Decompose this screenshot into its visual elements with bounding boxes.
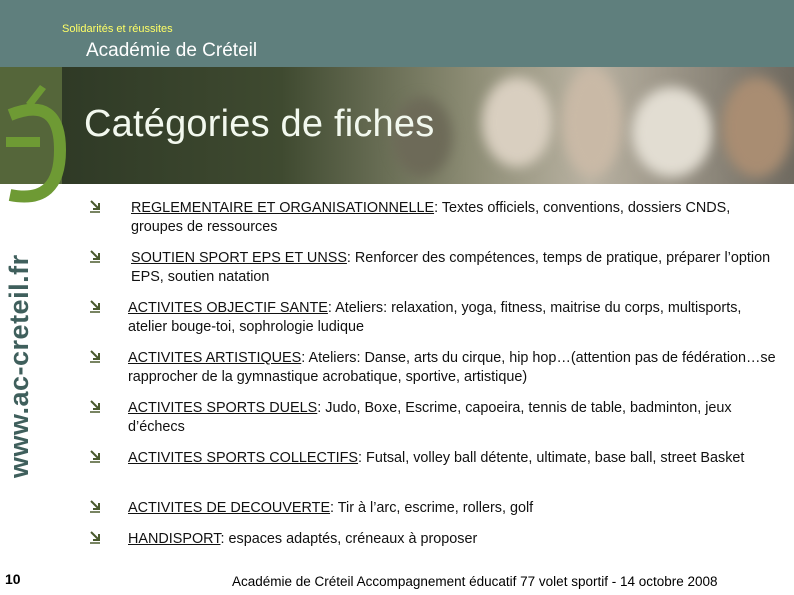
header-academy-title: Académie de Créteil: [86, 40, 258, 61]
arrow-bullet-icon: [88, 400, 102, 414]
arrow-bullet-icon: [88, 200, 102, 214]
list-item-reglementaire: REGLEMENTAIRE ET ORGANISATIONNELLE: Textes officiels, conventions, dossiers CNDS, groupes de ressources: [131, 200, 731, 235]
arrow-bullet-icon: [88, 300, 102, 314]
header-tagline: Solidarités et réussites: [62, 23, 173, 35]
arrow-bullet-icon: [88, 450, 102, 464]
footer-text: Académie de Créteil Accompagnement éducatif 77 volet sportif - 14 octobre 2008: [232, 574, 718, 589]
list-item-sante: ACTIVITES OBJECTIF SANTE: Ateliers: relaxation, yoga, fitness, maitrise du corps, multisports, atelier bouge-toi, sophrologie ludique: [128, 300, 742, 335]
list-item-duels: ACTIVITES SPORTS DUELS: Judo, Boxe, Escrime, capoeira, tennis de table, badminton, jeux d’échecs: [128, 400, 732, 435]
arrow-bullet-icon: [88, 250, 102, 264]
e-logo-icon: [0, 85, 70, 215]
arrow-bullet-icon: [88, 350, 102, 364]
arrow-bullet-icon: [88, 500, 102, 514]
site-url-vertical: www.ac-creteil.fr: [4, 254, 34, 478]
list-item-collectifs: ACTIVITES SPORTS COLLECTIFS: Futsal, volley ball détente, ultimate, base ball, street Basket: [128, 450, 745, 466]
list-item-handisport: HANDISPORT: espaces adaptés, créneaux à proposer: [128, 531, 478, 547]
page-number: 10: [5, 571, 21, 587]
list-item-soutien: SOUTIEN SPORT EPS ET UNSS: Renforcer des compétences, temps de pratique, préparer l’option EPS, soutien natation: [131, 250, 771, 285]
slide-title: Catégories de fiches: [84, 103, 435, 145]
list-item-artistiques: ACTIVITES ARTISTIQUES: Ateliers: Danse, arts du cirque, hip hop…(attention pas de fédération…se rapprocher de la gymnastique acrobatique, sportive, artistique): [128, 350, 776, 385]
list-item-decouverte: ACTIVITES DE DECOUVERTE: Tir à l’arc, escrime, rollers, golf: [128, 500, 534, 516]
arrow-bullet-icon: [88, 531, 102, 545]
